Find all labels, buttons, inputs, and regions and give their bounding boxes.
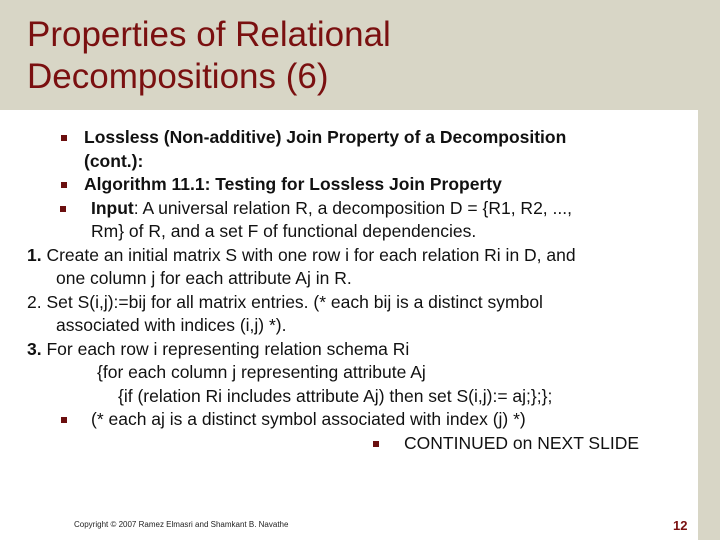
body-text: CONTINUED on NEXT SLIDE [404,432,640,453]
body-text: Rm} of R, and a set F of functional dependencies. [91,221,477,241]
square-bullet-icon [60,206,66,212]
body-line [22,267,692,291]
body-text: Create an initial matrix S with one row i for each relation Ri in D, and [41,244,576,265]
body-line [22,408,692,432]
body-text: one column j for each attribute Aj in R. [56,268,352,288]
body-text: (cont.): [84,150,144,171]
body-text: : A universal relation R, a decomposition D = {R1, R2, ..., [133,197,572,218]
slide-body [22,126,692,455]
body-line [22,150,692,174]
title-line-1: Properties of Relational [27,15,391,54]
body-line [22,126,692,150]
body-line [22,173,692,197]
body-text: {if (relation Ri includes attribute Aj) then set S(i,j):= aj;};}; [118,385,553,406]
body-line [22,197,692,221]
body-text: associated with indices (i,j) *). [56,315,287,335]
body-text: (* each aj is a distinct symbol associated with index (j) *) [91,409,526,429]
page-number: 12 [673,518,688,533]
input-label: Input [91,197,134,218]
body-line [22,338,692,362]
body-line [22,244,692,268]
body-line [22,361,692,385]
square-bullet-icon [61,417,67,423]
copyright-footer: Copyright © 2007 Ramez Elmasri and Shamkant B. Navathe [74,520,289,529]
title-line-2: Decompositions (6) [27,57,329,96]
body-text: Algorithm 11.1: Testing for Lossless Join Property [84,174,502,194]
step-number: 3. [27,338,42,359]
square-bullet-icon [373,441,379,447]
body-line [22,385,692,409]
square-bullet-icon [61,182,67,188]
body-text: {for each column j representing attribute Aj [97,362,426,382]
body-line [22,432,692,456]
body-line [22,314,692,338]
body-text: For each row i representing relation schema Ri [41,338,410,359]
body-line [22,220,692,244]
body-line [22,291,692,315]
body-text: Lossless (Non-additive) Join Property of a Decomposition [84,127,567,147]
body-text: 2. Set S(i,j):=bij for all matrix entries. (* each bij is a distinct symbol [27,291,543,312]
square-bullet-icon [61,135,67,141]
right-decorative-stripe [698,110,720,540]
step-number: 1. [27,244,42,265]
slide-title [27,14,391,98]
